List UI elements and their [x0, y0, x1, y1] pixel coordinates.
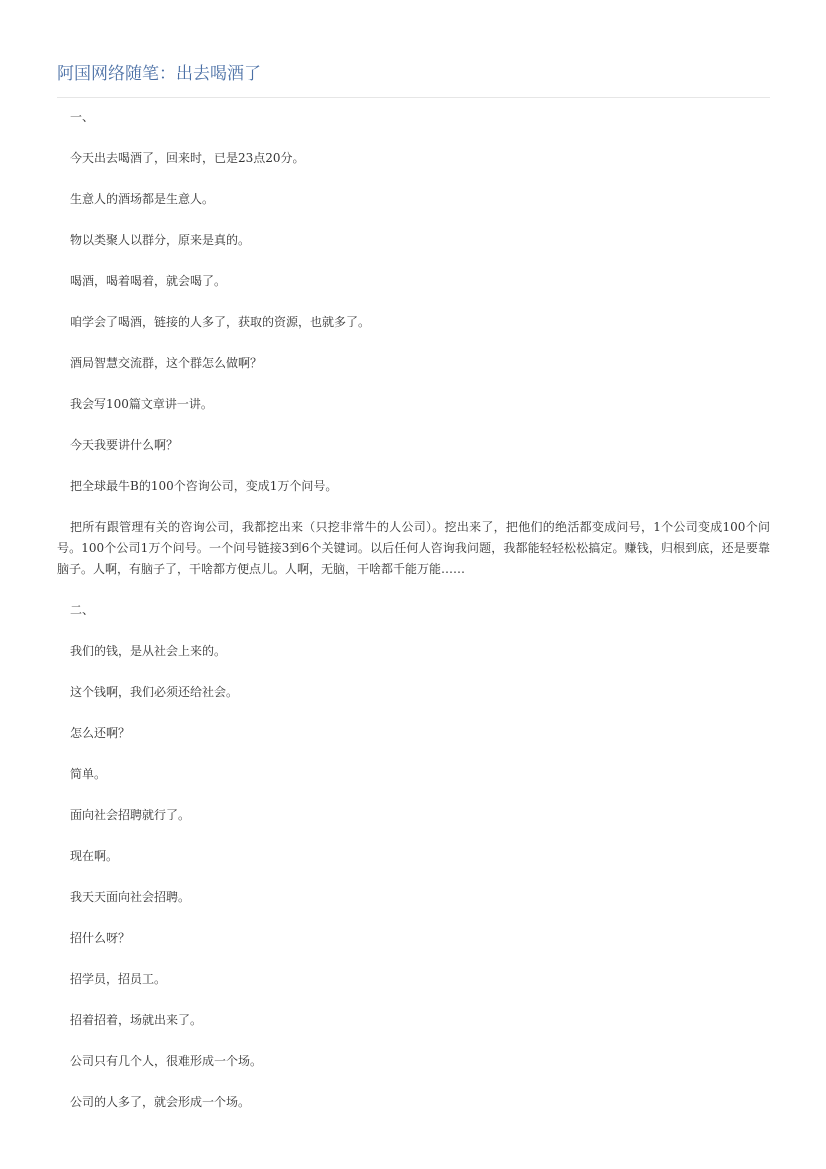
article	[57, 60, 770, 1133]
paragraph: 咱学会了喝酒，链接的人多了，获取的资源，也就多了。	[70, 315, 371, 329]
article-title: 阿国网络随笔：出去喝酒了	[57, 64, 261, 84]
paragraph: 二、	[70, 603, 95, 617]
paragraph: 招着招着，场就出来了。	[70, 1013, 203, 1027]
paragraph: 怎么还啊？	[70, 726, 131, 740]
paragraph: 喝酒，喝着喝着，就会喝了。	[70, 274, 227, 288]
paragraph: 把所有跟管理有关的咨询公司，我都挖出来（只挖非常牛的人公司）。挖出来了，把他们的绝活都变成问号，1个公司变成100个问号。100个公司1万个问号。一个问号链接3到6个关键词。以后任何人咨询我问题，我都能轻轻松松搞定。赚钱，归根到底，还是要靠脑子。人啊，有脑子了，干啥都方便点儿。人啊，无脑，干啥都千能万能……	[57, 520, 770, 576]
paragraph: 我会写100篇文章讲一讲。	[70, 397, 213, 411]
article-body	[57, 107, 770, 1113]
paragraph: 我们的钱，是从社会上来的。	[70, 644, 227, 658]
paragraph: 今天出去喝酒了，回来时，已是23点20分。	[70, 151, 305, 165]
paragraph: 酒局智慧交流群，这个群怎么做啊？	[70, 356, 263, 370]
paragraph: 公司只有几个人，很难形成一个场。	[70, 1054, 263, 1068]
paragraph: 我天天面向社会招聘。	[70, 890, 191, 904]
paragraph: 把全球最牛B的100个咨询公司，变成1万个问号。	[70, 479, 338, 493]
title-divider	[57, 97, 770, 98]
paragraph: 一、	[70, 110, 95, 124]
paragraph: 物以类聚人以群分，原来是真的。	[70, 233, 251, 247]
paragraph: 招什么呀？	[70, 931, 131, 945]
paragraph: 这个钱啊，我们必须还给社会。	[70, 685, 239, 699]
paragraph: 生意人的酒场都是生意人。	[70, 192, 215, 206]
paragraph: 现在啊。	[70, 849, 119, 863]
paragraph: 招学员，招员工。	[70, 972, 167, 986]
paragraph: 面向社会招聘就行了。	[70, 808, 191, 822]
paragraph: 公司的人多了，就会形成一个场。	[70, 1095, 251, 1109]
paragraph: 今天我要讲什么啊？	[70, 438, 179, 452]
paragraph: 简单。	[70, 767, 107, 781]
